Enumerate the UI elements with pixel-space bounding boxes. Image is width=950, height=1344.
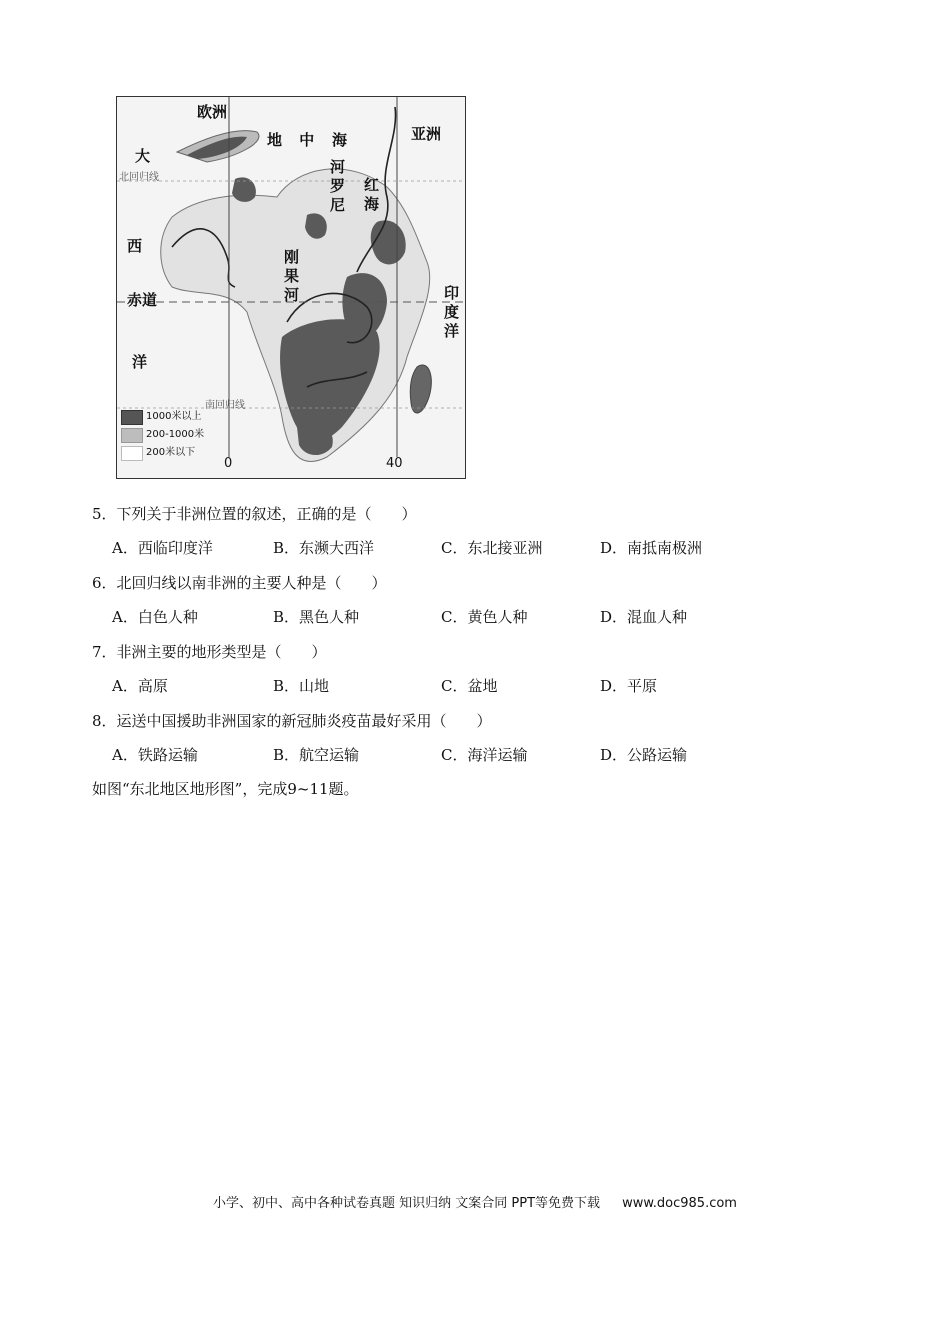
label-mediterranean: 地 中 [267,131,321,149]
label-red-sea: 红海 [362,177,380,215]
footer-url: www.doc985.com [622,1196,737,1211]
page-footer [0,1192,950,1211]
longitude-0-label: 0 [224,456,233,471]
label-sea: 海 [332,131,348,149]
question-5-stem: 5．下列关于非洲位置的叙述，正确的是（ ） [92,505,417,523]
legend-item-high [121,408,204,426]
label-nile: 河罗尼 [328,159,346,216]
question-8-stem: 8．运送中国援助非洲国家的新冠肺炎疫苗最好采用（ ） [92,712,492,730]
question-6-option-b: B．黑色人种 [273,608,360,626]
question-6-option-c: C．黄色人种 [441,608,528,626]
label-equator: 赤道 [127,291,158,309]
label-tropic-north: 北回归线 [119,172,159,183]
legend-label-mid: 200-1000米 [146,429,205,440]
legend-label-high: 1000米以上 [146,411,202,422]
question-5-option-c: C．东北接亚洲 [441,539,543,557]
question-7-option-b: B．山地 [273,677,330,695]
question-6-stem: 6．北回归线以南非洲的主要人种是（ ） [92,574,387,592]
legend-swatch-mid [121,428,143,443]
legend-label-low: 200米以下 [146,447,196,458]
label-europe: 欧洲 [197,103,228,121]
question-7-stem: 7．非洲主要的地形类型是（ ） [92,643,327,661]
longitude-40-label: 40 [386,456,403,471]
legend-swatch-low [121,446,143,461]
label-indian-ocean: 印度洋 [442,285,460,342]
label-asia: 亚洲 [411,125,442,143]
question-7-option-d: D．平原 [600,677,658,695]
question-8-option-a: A．铁路运输 [112,746,198,764]
footer-text: 小学、初中、高中各种试卷真题 知识归纳 文案合同 PPT等免费下载 [213,1196,601,1211]
legend-swatch-high [121,410,143,425]
label-atlantic-1: 大 [135,147,151,165]
question-7-option-a: A．高原 [112,677,168,695]
question-5-option-a: A．西临印度洋 [112,539,213,557]
label-congo: 刚果河 [282,249,300,306]
question-7-option-c: C．盆地 [441,677,498,695]
question-8-option-d: D．公路运输 [600,746,688,764]
question-6-option-a: A．白色人种 [112,608,198,626]
madagascar [410,365,431,413]
question-8-option-c: C．海洋运输 [441,746,528,764]
legend-item-mid [121,426,204,444]
map-legend [121,408,204,462]
question-5-option-d: D．南抵南极洲 [600,539,703,557]
question-6-option-d: D．混血人种 [600,608,688,626]
legend-item-low [121,444,204,462]
label-tropic-south: 南回归线 [205,400,245,411]
africa-map [116,96,466,479]
question-5-option-b: B．东濒大西洋 [273,539,375,557]
label-atlantic-3: 洋 [132,353,148,371]
label-atlantic-2: 西 [127,237,143,255]
next-questions-intro: 如图“东北地区地形图”，完成9~11题。 [92,780,359,798]
question-8-option-b: B．航空运输 [273,746,360,764]
